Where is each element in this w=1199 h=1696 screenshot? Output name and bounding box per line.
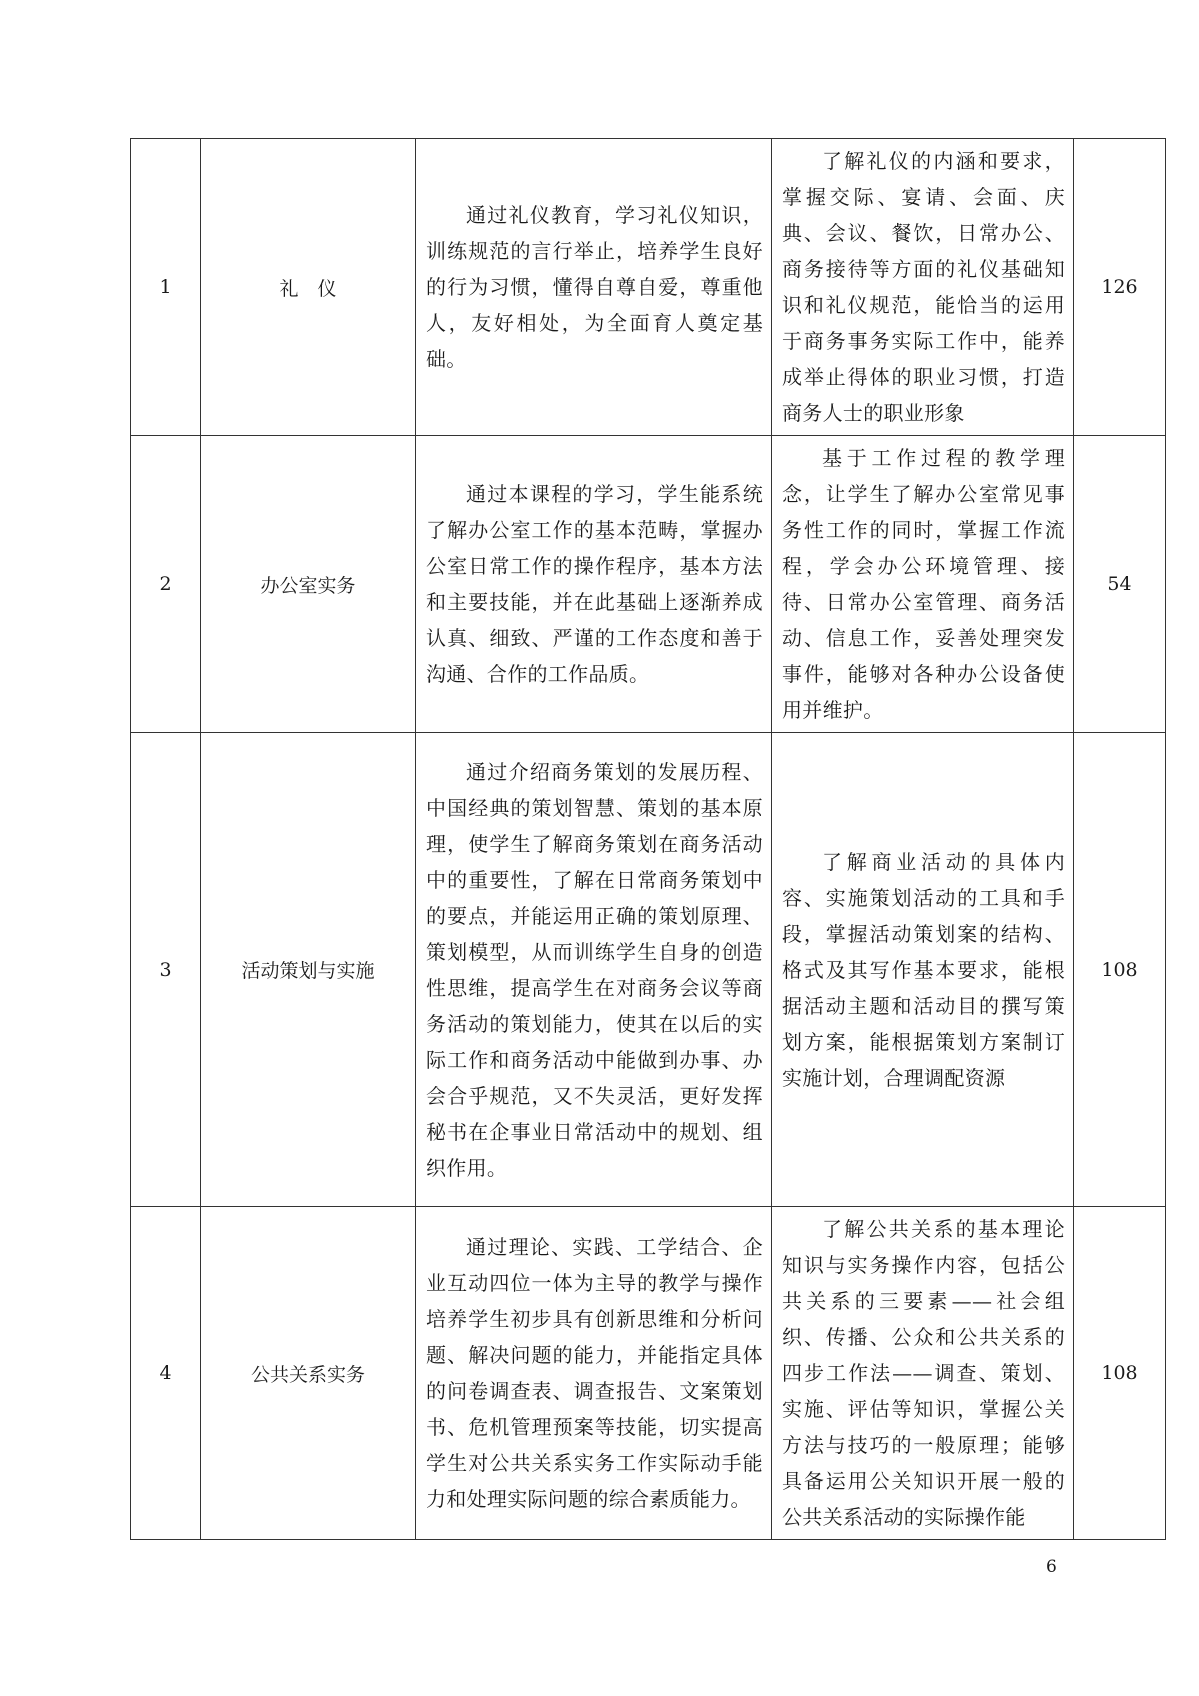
table-row xyxy=(131,139,1166,436)
course-number: 4 xyxy=(131,1207,201,1540)
course-hours: 108 xyxy=(1074,733,1166,1207)
course-name: 礼 仪 xyxy=(201,139,416,436)
table-row xyxy=(131,436,1166,733)
table-row xyxy=(131,733,1166,1207)
course-number: 1 xyxy=(131,139,201,436)
course-table xyxy=(130,138,1166,1540)
course-content: 基于工作过程的教学理念，让学生了解办公室常见事务性工作的同时，掌握工作流程，学会办公环境管理、接待、日常办公室管理、商务活动、信息工作，妥善处理突发事件，能够对各种办公设备使用并维护。 xyxy=(772,436,1074,733)
page-number: 6 xyxy=(1046,1557,1057,1577)
table-row xyxy=(131,1207,1166,1540)
course-goal: 通过介绍商务策划的发展历程、中国经典的策划智慧、策划的基本原理，使学生了解商务策划在商务活动中的重要性，了解在日常商务策划中的要点，并能运用正确的策划原理、策划模型，从而训练学生自身的创造性思维，提高学生在对商务会议等商务活动的策划能力，使其在以后的实际工作和商务活动中能做到办事、办会合乎规范，又不失灵活，更好发挥秘书在企事业日常活动中的规划、组织作用。 xyxy=(416,733,772,1207)
course-name: 活动策划与实施 xyxy=(201,733,416,1207)
course-content: 了解礼仪的内涵和要求，掌握交际、宴请、会面、庆典、会议、餐饮，日常办公、商务接待等方面的礼仪基础知识和礼仪规范，能恰当的运用于商务事务实际工作中，能养成举止得体的职业习惯，打造商务人士的职业形象 xyxy=(772,139,1074,436)
course-hours: 126 xyxy=(1074,139,1166,436)
course-hours: 54 xyxy=(1074,436,1166,733)
course-hours: 108 xyxy=(1074,1207,1166,1540)
course-content: 了解商业活动的具体内容、实施策划活动的工具和手段，掌握活动策划案的结构、格式及其写作基本要求，能根据活动主题和活动目的撰写策划方案，能根据策划方案制订实施计划，合理调配资源 xyxy=(772,733,1074,1207)
course-name: 公共关系实务 xyxy=(201,1207,416,1540)
course-number: 3 xyxy=(131,733,201,1207)
course-goal: 通过礼仪教育，学习礼仪知识，训练规范的言行举止，培养学生良好的行为习惯，懂得自尊自爱，尊重他人，友好相处，为全面育人奠定基础。 xyxy=(416,139,772,436)
course-content: 了解公共关系的基本理论知识与实务操作内容，包括公共关系的三要素——社会组织、传播、公众和公共关系的四步工作法——调查、策划、实施、评估等知识，掌握公关方法与技巧的一般原理；能够具备运用公关知识开展一般的公共关系活动的实际操作能 xyxy=(772,1207,1074,1540)
course-goal: 通过理论、实践、工学结合、企业互动四位一体为主导的教学与操作培养学生初步具有创新思维和分析问题、解决问题的能力，并能指定具体的问卷调查表、调查报告、文案策划书、危机管理预案等技能，切实提高学生对公共关系实务工作实际动手能力和处理实际问题的综合素质能力。 xyxy=(416,1207,772,1540)
course-goal: 通过本课程的学习，学生能系统了解办公室工作的基本范畴，掌握办公室日常工作的操作程序，基本方法和主要技能，并在此基础上逐渐养成认真、细致、严谨的工作态度和善于沟通、合作的工作品质。 xyxy=(416,436,772,733)
course-number: 2 xyxy=(131,436,201,733)
course-name: 办公室实务 xyxy=(201,436,416,733)
